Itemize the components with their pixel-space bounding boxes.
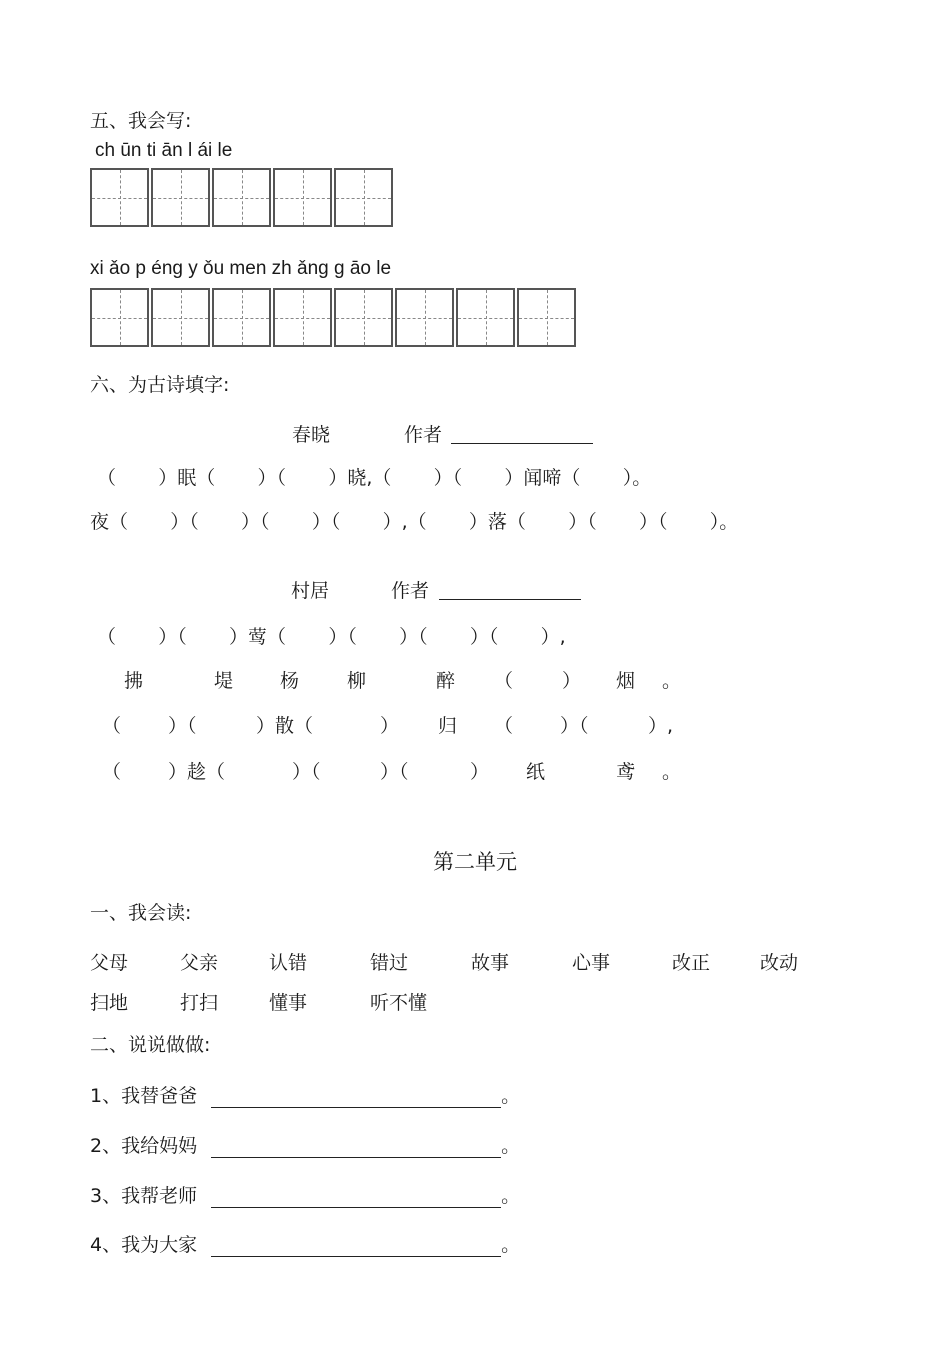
writing-grid-1 [90,168,395,227]
poem2-author-field[interactable] [439,580,581,600]
poem-char: ）（ [168,715,197,737]
poem-char: （ [494,670,514,692]
word-item: 父母 [90,952,129,974]
fill-item-label: 2、我给妈妈 [90,1135,198,1157]
fill-item-4 [90,1230,520,1257]
writing-cell[interactable] [90,288,149,347]
word-item: 认错 [269,952,308,974]
writing-cell[interactable] [334,288,393,347]
writing-cell[interactable] [212,288,271,347]
poem1-title: 春晓 [292,424,331,446]
writing-cell[interactable] [90,168,149,227]
poem-char: ）（ [380,761,409,783]
word-item: 改正 [672,952,711,974]
poem1-author-field[interactable] [451,424,593,444]
unit2-title: 第二单元 [433,850,517,874]
poem-char: 柳 [347,670,367,692]
fill-item-blank[interactable] [211,1236,501,1257]
fill-item-label: 3、我帮老师 [90,1185,198,1207]
writing-cell[interactable] [517,288,576,347]
word-item: 懂事 [269,992,308,1014]
poem-char: 杨 [280,670,300,692]
fill-item-end: 。 [501,1185,521,1207]
word-item: 故事 [471,952,510,974]
word-item: 错过 [370,952,409,974]
poem-char: 鸢 [616,761,636,783]
fill-item-end: 。 [501,1135,521,1157]
poem-char: 醉 [436,670,456,692]
pinyin-line-2: xi ǎo p éng y ǒu men zh ǎng g āo le [90,258,392,279]
poem-char: 。 [662,670,682,692]
poem-char: 归 [438,715,458,737]
poem-char: ） [470,761,490,783]
poem1-author-label: 作者 [404,424,443,446]
section6-title: 六、为古诗填字: [90,374,230,396]
writing-grid-2 [90,288,578,347]
poem2-author-label: 作者 [391,580,430,602]
poem-char: （ [102,715,122,737]
poem-char: ）, [648,715,674,737]
word-item: 扫地 [90,992,129,1014]
fill-item-blank[interactable] [211,1137,501,1158]
unit2-section2-title: 二、说说做做: [90,1034,211,1056]
word-item: 改动 [760,952,799,974]
word-item: 听不懂 [370,992,428,1014]
fill-item-label: 1、我替爸爸 [90,1085,198,1107]
writing-cell[interactable] [151,288,210,347]
poem1-line-2: 夜（ ）（ ）（ ）（ ）,（ ）落（ ）（ ）（ ）。 [90,511,739,533]
poem-char: ）（ [292,761,321,783]
poem-char: 烟 [616,670,636,692]
fill-item-label: 4、我为大家 [90,1234,198,1256]
fill-item-blank[interactable] [211,1187,501,1208]
poem-char: 拂 [124,670,144,692]
writing-cell[interactable] [273,288,332,347]
fill-item-2 [90,1131,520,1158]
writing-cell[interactable] [456,288,515,347]
fill-item-3 [90,1181,520,1208]
writing-cell[interactable] [151,168,210,227]
writing-cell[interactable] [212,168,271,227]
poem1-line-1: （ ）眠（ ）（ ）晓,（ ）（ ）闻啼（ ）。 [97,467,652,489]
poem2-line-1: （ ）（ ）莺（ ）（ ）（ ）（ ）, [97,626,566,648]
poem-char: ） [562,670,582,692]
writing-cell[interactable] [334,168,393,227]
fill-item-end: 。 [501,1085,521,1107]
word-item: 打扫 [180,992,219,1014]
writing-cell[interactable] [273,168,332,227]
poem-char: 纸 [526,761,546,783]
poem-char: ）趁（ [168,761,226,783]
poem-char: 堤 [214,670,234,692]
unit2-section1-title: 一、我会读: [90,902,192,924]
fill-item-end: 。 [501,1234,521,1256]
word-item: 心事 [572,952,611,974]
poem-char: （ [102,761,122,783]
poem-char: （ [494,715,514,737]
fill-item-blank[interactable] [211,1087,501,1108]
poem-char: ）散（ [256,715,314,737]
poem-char: ） [380,715,400,737]
poem2-title: 村居 [291,580,330,602]
fill-item-1 [90,1081,520,1108]
writing-cell[interactable] [395,288,454,347]
poem-char: 。 [662,761,682,783]
poem-char: ）（ [560,715,589,737]
word-item: 父亲 [180,952,219,974]
section5-title: 五、我会写: [90,110,192,132]
pinyin-line-1: ch ūn ti ān l ái le [95,140,233,161]
